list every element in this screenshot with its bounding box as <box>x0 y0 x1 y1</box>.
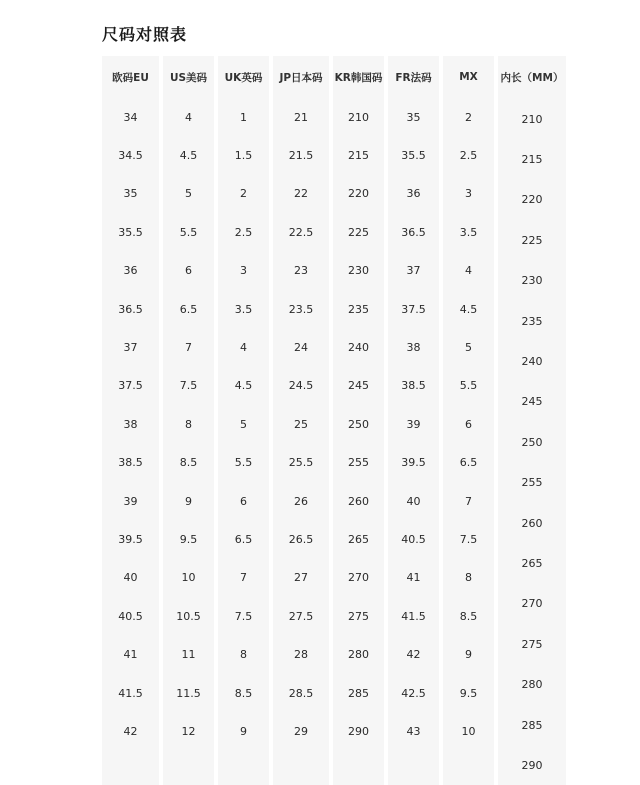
table-cell: 290 <box>521 758 543 772</box>
table-cell: 3 <box>240 264 247 278</box>
table-cell: 8 <box>240 648 247 662</box>
table-cell: 4 <box>240 341 247 355</box>
table-cell: 6.5 <box>234 532 253 546</box>
table-cell: 12 <box>181 724 196 738</box>
table-cell: 6 <box>185 264 192 278</box>
table-cell: 2 <box>465 110 472 124</box>
table-cell: 235 <box>348 302 369 316</box>
column-mx <box>443 56 494 785</box>
table-cell: 39.5 <box>118 532 143 546</box>
table-cell: 5 <box>185 187 192 201</box>
table-cell: 4.5 <box>179 149 198 163</box>
table-cell: 5 <box>240 417 247 431</box>
table-cell: 290 <box>348 724 369 738</box>
table-cell: 8.5 <box>179 456 198 470</box>
table-cell: 38.5 <box>401 379 426 393</box>
table-cell: 260 <box>521 516 543 530</box>
column-header: US美码 <box>169 71 208 84</box>
column-fr <box>388 56 439 785</box>
table-cell: 36 <box>406 187 421 201</box>
column-eu <box>102 56 159 785</box>
table-cell: 35 <box>406 110 421 124</box>
table-cell: 40.5 <box>401 532 426 546</box>
table-cell: 39 <box>406 417 421 431</box>
table-cell: 210 <box>521 112 543 126</box>
table-cell: 250 <box>521 435 543 449</box>
table-cell: 27.5 <box>288 609 314 623</box>
table-cell: 7.5 <box>179 379 198 393</box>
table-cell: 22.5 <box>288 225 314 239</box>
table-cell: 9 <box>465 648 472 662</box>
table-cell: 24.5 <box>288 379 314 393</box>
table-cell: 275 <box>348 609 369 623</box>
column-header: KR韩国码 <box>334 71 383 84</box>
table-cell: 6 <box>465 417 472 431</box>
table-cell: 8 <box>465 571 472 585</box>
table-cell: 25.5 <box>288 456 314 470</box>
column-cells <box>388 98 439 751</box>
table-cell: 8 <box>185 417 192 431</box>
table-cell: 38 <box>123 417 138 431</box>
table-cell: 9.5 <box>459 686 478 700</box>
table-cell: 265 <box>521 556 543 570</box>
table-cell: 265 <box>348 532 369 546</box>
table-cell: 40.5 <box>118 609 143 623</box>
column-kr <box>333 56 384 785</box>
table-cell: 3 <box>465 187 472 201</box>
column-inner-length <box>498 56 566 785</box>
table-cell: 270 <box>521 597 543 611</box>
table-cell: 42.5 <box>401 686 426 700</box>
table-cell: 260 <box>348 494 369 508</box>
table-cell: 255 <box>348 456 369 470</box>
table-cell: 8.5 <box>234 686 253 700</box>
table-cell: 34.5 <box>118 149 143 163</box>
table-cell: 7 <box>240 571 247 585</box>
table-cell: 28.5 <box>288 686 314 700</box>
table-cell: 2.5 <box>234 225 253 239</box>
table-cell: 6.5 <box>459 456 478 470</box>
table-cell: 210 <box>348 110 369 124</box>
table-cell: 4.5 <box>234 379 253 393</box>
table-cell: 245 <box>521 395 543 409</box>
table-cell: 9 <box>240 724 247 738</box>
column-header: MX <box>459 71 478 83</box>
column-jp <box>273 56 329 785</box>
column-header: UK英码 <box>224 71 263 84</box>
table-cell: 5 <box>465 341 472 355</box>
table-cell: 3.5 <box>459 225 478 239</box>
table-cell: 270 <box>348 571 369 585</box>
table-cell: 41 <box>406 571 421 585</box>
column-cells <box>102 98 159 751</box>
table-cell: 4 <box>465 264 472 278</box>
table-cell: 41.5 <box>118 686 143 700</box>
table-cell: 240 <box>348 341 369 355</box>
table-cell: 7.5 <box>459 532 478 546</box>
table-cell: 4 <box>185 110 192 124</box>
table-cell: 23.5 <box>288 302 314 316</box>
table-cell: 22 <box>294 187 308 201</box>
table-cell: 39 <box>123 494 138 508</box>
table-cell: 3.5 <box>234 302 253 316</box>
table-cell: 42 <box>406 648 421 662</box>
table-cell: 225 <box>348 225 369 239</box>
table-cell: 21.5 <box>288 149 314 163</box>
column-header: 内长（MM） <box>500 71 564 84</box>
table-cell: 230 <box>348 264 369 278</box>
table-cell: 26.5 <box>288 532 314 546</box>
table-cell: 10 <box>181 571 196 585</box>
table-cell: 2 <box>240 187 247 201</box>
table-cell: 240 <box>521 355 543 369</box>
table-cell: 255 <box>521 476 543 490</box>
table-cell: 2.5 <box>459 149 478 163</box>
table-cell: 280 <box>521 678 543 692</box>
table-cell: 43 <box>406 724 421 738</box>
table-cell: 250 <box>348 417 369 431</box>
table-cell: 26 <box>294 494 308 508</box>
table-cell: 7.5 <box>234 609 253 623</box>
table-cell: 35.5 <box>118 225 143 239</box>
column-us <box>163 56 214 785</box>
table-cell: 37 <box>406 264 421 278</box>
table-cell: 5.5 <box>234 456 253 470</box>
table-cell: 1.5 <box>234 149 253 163</box>
table-cell: 36.5 <box>118 302 143 316</box>
table-cell: 275 <box>521 637 543 651</box>
table-cell: 7 <box>465 494 472 508</box>
table-cell: 235 <box>521 314 543 328</box>
column-header: 欧码EU <box>112 71 149 84</box>
table-cell: 38 <box>406 341 421 355</box>
table-cell: 9.5 <box>179 532 198 546</box>
table-cell: 41.5 <box>401 609 426 623</box>
table-cell: 10 <box>461 724 476 738</box>
table-cell: 40 <box>123 571 138 585</box>
table-cell: 36 <box>123 264 138 278</box>
column-cells <box>273 98 329 751</box>
table-cell: 6.5 <box>179 302 198 316</box>
table-cell: 285 <box>348 686 369 700</box>
table-cell: 29 <box>294 724 308 738</box>
table-cell: 5.5 <box>179 225 198 239</box>
column-cells <box>218 98 269 751</box>
table-cell: 37 <box>123 341 138 355</box>
table-cell: 35.5 <box>401 149 426 163</box>
table-cell: 40 <box>406 494 421 508</box>
table-cell: 215 <box>521 153 543 167</box>
column-header: JP日本码 <box>279 71 323 84</box>
table-cell: 1 <box>240 110 247 124</box>
column-cells <box>443 98 494 751</box>
table-cell: 24 <box>294 341 308 355</box>
table-cell: 220 <box>521 193 543 207</box>
column-cells <box>498 98 566 785</box>
table-cell: 38.5 <box>118 456 143 470</box>
table-cell: 7 <box>185 341 192 355</box>
table-cell: 6 <box>240 494 247 508</box>
table-cell: 34 <box>123 110 138 124</box>
table-cell: 225 <box>521 233 543 247</box>
table-cell: 215 <box>348 149 369 163</box>
size-chart-table <box>102 56 564 772</box>
column-cells <box>163 98 214 751</box>
table-cell: 35 <box>123 187 138 201</box>
column-header: FR法码 <box>395 71 432 84</box>
table-cell: 8.5 <box>459 609 478 623</box>
table-cell: 21 <box>294 110 308 124</box>
table-cell: 23 <box>294 264 308 278</box>
table-cell: 41 <box>123 648 138 662</box>
table-cell: 5.5 <box>459 379 478 393</box>
table-cell: 285 <box>521 718 543 732</box>
table-cell: 280 <box>348 648 369 662</box>
table-cell: 11.5 <box>176 686 201 700</box>
column-uk <box>218 56 269 785</box>
table-cell: 39.5 <box>401 456 426 470</box>
page-title: 尺码对照表 <box>102 25 188 44</box>
table-cell: 36.5 <box>401 225 426 239</box>
table-cell: 4.5 <box>459 302 478 316</box>
table-cell: 11 <box>181 648 196 662</box>
table-cell: 27 <box>294 571 308 585</box>
table-cell: 28 <box>294 648 308 662</box>
table-cell: 37.5 <box>118 379 143 393</box>
table-cell: 220 <box>348 187 369 201</box>
table-cell: 42 <box>123 724 138 738</box>
table-cell: 9 <box>185 494 192 508</box>
table-cell: 230 <box>521 274 543 288</box>
table-cell: 245 <box>348 379 369 393</box>
column-cells <box>333 98 384 751</box>
table-cell: 25 <box>294 417 308 431</box>
table-cell: 37.5 <box>401 302 426 316</box>
table-cell: 10.5 <box>176 609 201 623</box>
